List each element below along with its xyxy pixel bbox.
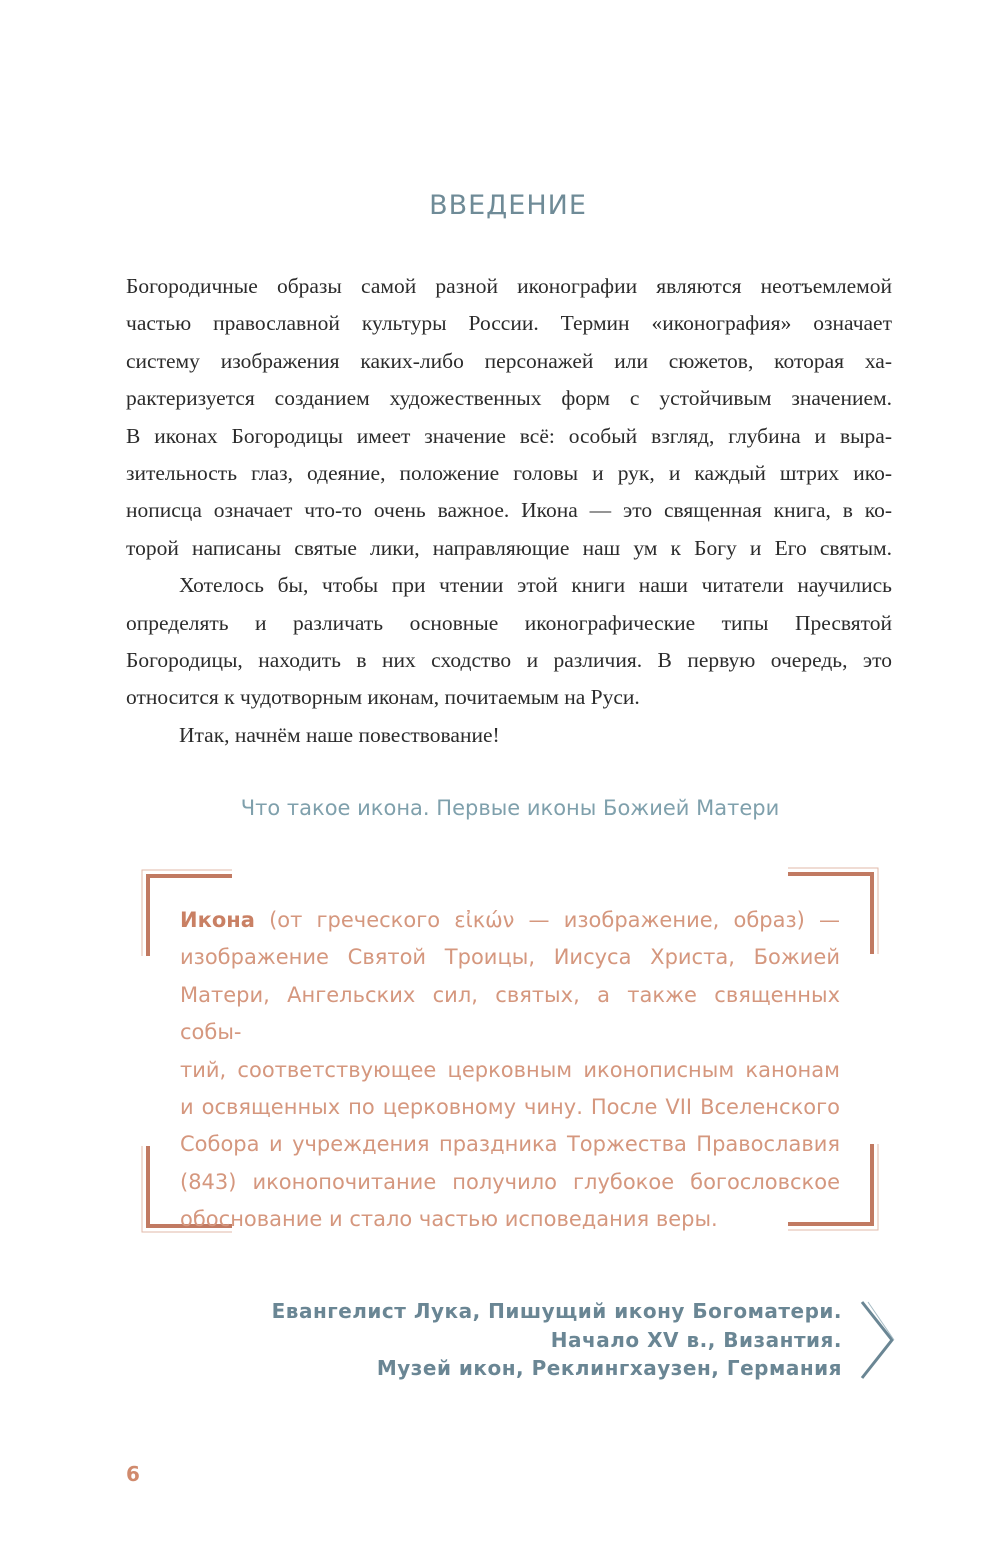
- text-line: В иконах Богородицы имеет значение всё: особый взгляд, глубина и выра-: [126, 423, 892, 448]
- image-caption: [272, 1297, 842, 1383]
- definition-line: Собора и учреждения праздника Торжества Православия: [180, 1132, 840, 1157]
- text-line: нописца означает что-то очень важное. Икона — это священная книга, в ко-: [126, 498, 892, 523]
- text-line: Хотелось бы, чтобы при чтении этой книги наши читатели научились: [179, 573, 892, 598]
- definition-term: Икона: [180, 908, 255, 932]
- section-subheading: Что такое икона. Первые иконы Божией Матери: [240, 796, 780, 820]
- text-line: определять и различать основные иконографические типы Пресвятой: [126, 610, 892, 635]
- text-line: торой написаны святые лики, направляющие наш ум к Богу и Его святым.: [126, 535, 892, 560]
- page-number: 6: [126, 1462, 140, 1486]
- definition-box: [180, 902, 840, 1239]
- definition-line-rest: (от греческого εἰκών — изображение, образ) —: [254, 908, 840, 932]
- definition-line: обоснование и стало частью исповедания веры.: [180, 1207, 718, 1232]
- text-line: систему изображения каких-либо персонажей или сюжетов, которая ха-: [126, 348, 892, 373]
- caption-line: Евангелист Лука, Пишущий икону Богоматери.: [271, 1299, 842, 1323]
- chevron-right-icon: [860, 1300, 896, 1380]
- text-line: рактеризуется созданием художественных форм с устойчивым значением.: [126, 386, 892, 411]
- page-title: ВВЕДЕНИЕ: [429, 190, 587, 221]
- definition-line: изображение Святой Троицы, Иисуса Христа, Божией: [180, 945, 840, 970]
- definition-line: Матери, Ангельских сил, святых, а также священных собы-: [180, 982, 840, 1045]
- text-line: зительность глаз, одеяние, положение головы и рук, и каждый штрих ико-: [126, 461, 892, 486]
- definition-line: и освященных по церковному чину. После VII Вселенского: [180, 1095, 840, 1120]
- intro-text: [126, 268, 892, 754]
- definition-line: тий, соответствующее церковным иконописным канонам: [180, 1057, 840, 1082]
- text-line: Богородицы, находить в них сходство и различия. В первую очередь, это: [126, 648, 892, 673]
- caption-line: Музей икон, Реклингхаузен, Германия: [376, 1356, 842, 1380]
- definition-line: [180, 902, 840, 939]
- text-line: Богородичные образы самой разной иконографии являются неотъемлемой: [126, 274, 892, 298]
- text-line: Итак, начнём наше повествование!: [179, 722, 500, 747]
- caption-line: Начало XV в., Византия.: [550, 1327, 842, 1352]
- text-line: относится к чудотворным иконам, почитаемым на Руси.: [126, 685, 640, 710]
- text-line: частью православной культуры России. Термин «иконография» означает: [126, 311, 892, 336]
- definition-line: (843) иконопочитание получило глубокое богословское: [180, 1169, 840, 1194]
